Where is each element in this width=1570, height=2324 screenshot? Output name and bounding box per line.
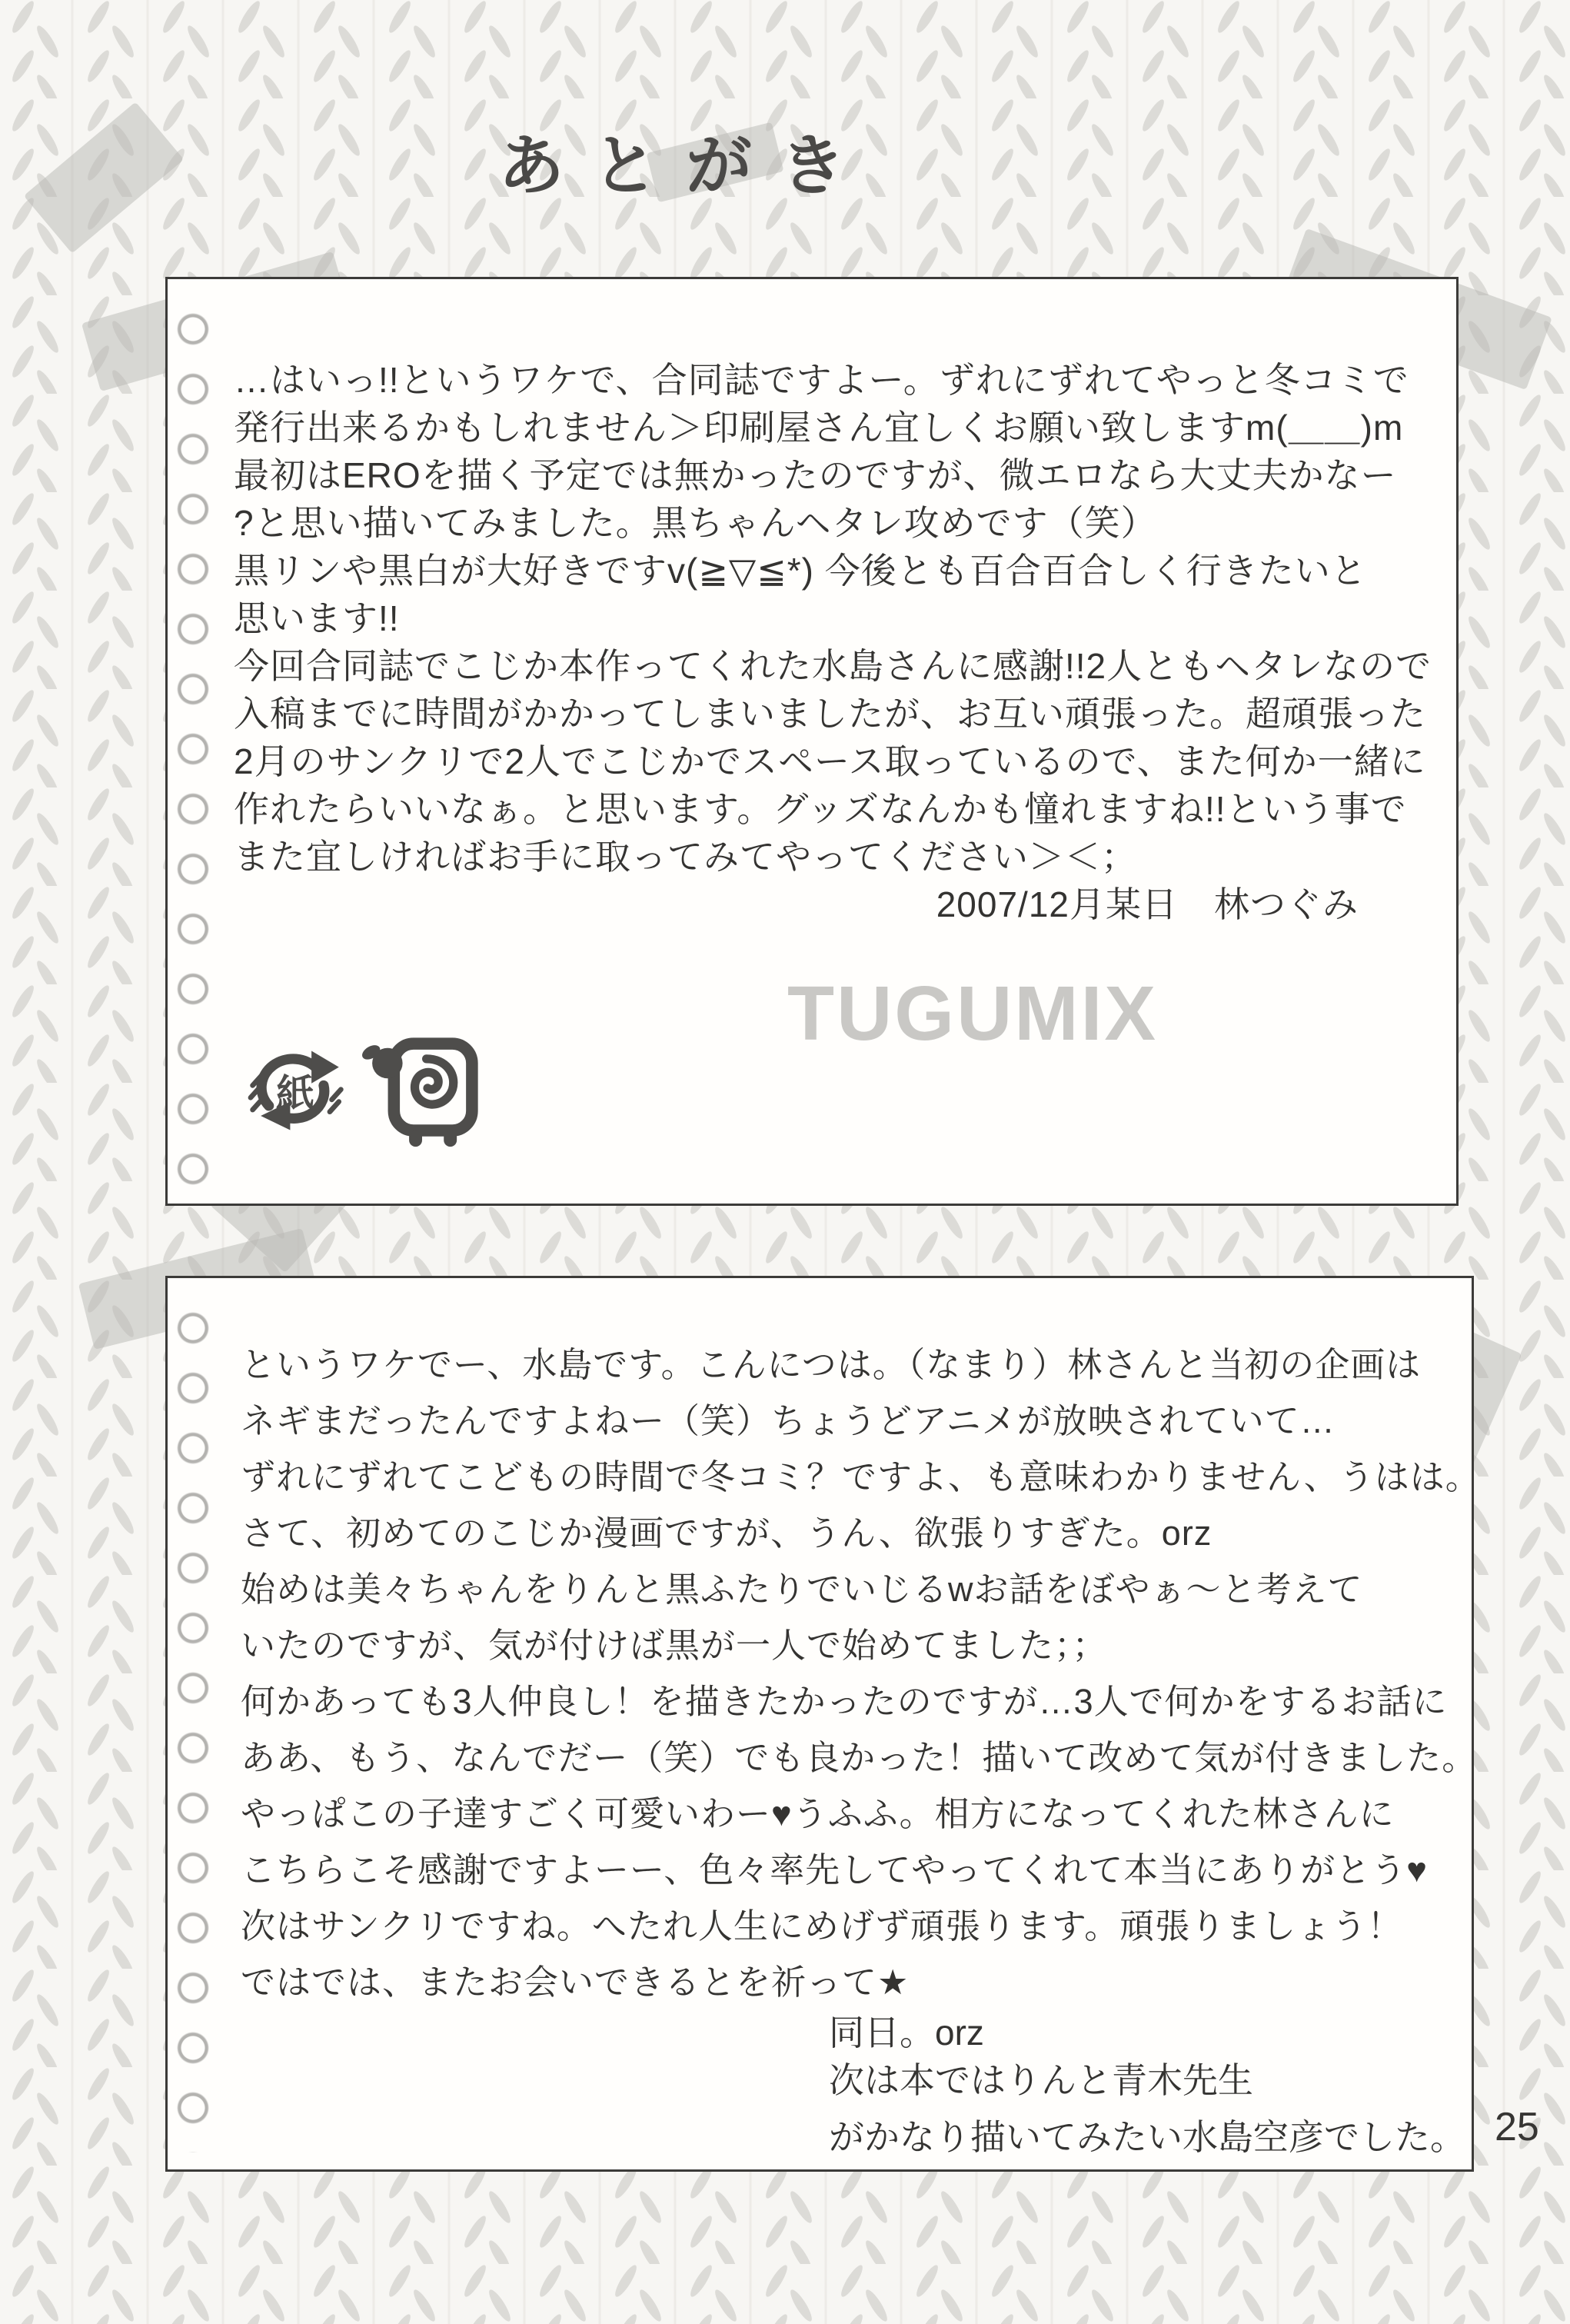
- note-line: 発行出来るかもしれません＞印刷屋さん宜しくお願い致しますm(＿＿)m: [234, 408, 1404, 448]
- note-line: いたのですが、気が付けば黒が一人で始めてました；；: [241, 1626, 1108, 1665]
- afterword-note-mizushima: [165, 1276, 1481, 2172]
- note-line: 今回合同誌でこじか本作ってくれた水島さんに感謝!!2人ともヘタレなので: [234, 646, 1432, 686]
- page-number: 25: [1495, 2105, 1539, 2149]
- note-line: 次はサンクリですね。へたれ人生にめげず頑張ります。頑張りましょう！: [241, 1906, 1403, 1946]
- binder-rings: [171, 299, 215, 1187]
- note-line: 何かあっても3人仲良し！を描きたかったのですが…3人で何かをするお話に: [241, 1682, 1448, 1721]
- note-line: 思います!!: [234, 598, 400, 638]
- note-line: こちらこそ感謝ですよーー、色々率先してやってくれて本当にありがとう♥: [241, 1850, 1428, 1889]
- note-line: ネギまだったんですよねー（笑）ちょうどアニメが放映されていて…: [241, 1401, 1335, 1440]
- signature-hayashi: 2007/12月某日 林つぐみ: [936, 884, 1359, 924]
- note-line: 黒リンや黒白が大好きですv(≧▽≦*) 今後とも百合百合しく行きたいと: [234, 551, 1367, 591]
- signature-line: 同日。orz: [829, 2013, 984, 2053]
- circle-logo-tugumix: TUGUMIX: [787, 971, 1159, 1057]
- page-title: あとがき: [498, 129, 873, 203]
- note-line: 入稿までに時間がかかってしまいましたが、お互い頑張った。超頑張った: [234, 694, 1426, 734]
- note-line: やっぱこの子達すごく可愛いわー♥うふふ。相方になってくれた林さんに: [241, 1794, 1395, 1833]
- signature-line: がかなり描いてみたい水島空彦でした。: [829, 2117, 1465, 2157]
- note-line: さて、初めてのこじか漫画ですが、うん、欲張りすぎた。orz: [241, 1513, 1212, 1553]
- sheep-stamp-icon: [361, 1037, 483, 1150]
- note-line: 2月のサンクリで2人でこじかでスペース取っているので、また何か一緒に: [234, 741, 1426, 781]
- afterword-note-hayashi: [165, 277, 1459, 1206]
- note-line: ではでは、またお会いできるとを祈って★: [241, 1963, 910, 2002]
- binder-rings: [171, 1298, 215, 2153]
- note-line: 最初はEROを描く予定では無かったのですが、微エロなら大丈夫かなー: [234, 455, 1397, 495]
- note-line: …はいっ!!というワケで、合同誌ですよー。ずれにずれてやっと冬コミで: [234, 360, 1409, 400]
- note-line: 作れたらいいなぁ。と思います。グッズなんかも憧れますね!!という事で: [234, 789, 1407, 829]
- recycled-paper-icon: [244, 1043, 346, 1144]
- signature-line: 次は本ではりんと青木先生: [829, 2060, 1253, 2100]
- note-line: ずれにずれてこどもの時間で冬コミ？ですよ、も意味わかりません、うはは。: [241, 1457, 1481, 1497]
- note-text: [241, 1337, 1481, 2010]
- svg-text:紙: 紙: [275, 1072, 315, 1116]
- signature-mizushima: [829, 2009, 1465, 2161]
- note-line: ああ、もう、なんでだー（笑）でも良かった！描いて改めて気が付きました。: [241, 1738, 1478, 1777]
- note-text: [234, 356, 1445, 928]
- note-line: 始めは美々ちゃんをりんと黒ふたりでいじるwお話をぼやぁ～と考えて: [241, 1570, 1363, 1609]
- note-line: ?と思い描いてみました。黒ちゃんヘタレ攻めです（笑）: [234, 503, 1157, 543]
- note-line: というワケでー、水島です。こんにつは。（なまり）林さんと当初の企画は: [241, 1345, 1422, 1384]
- note-line: また宜しければお手に取ってみてやってください＞＜；: [234, 837, 1137, 877]
